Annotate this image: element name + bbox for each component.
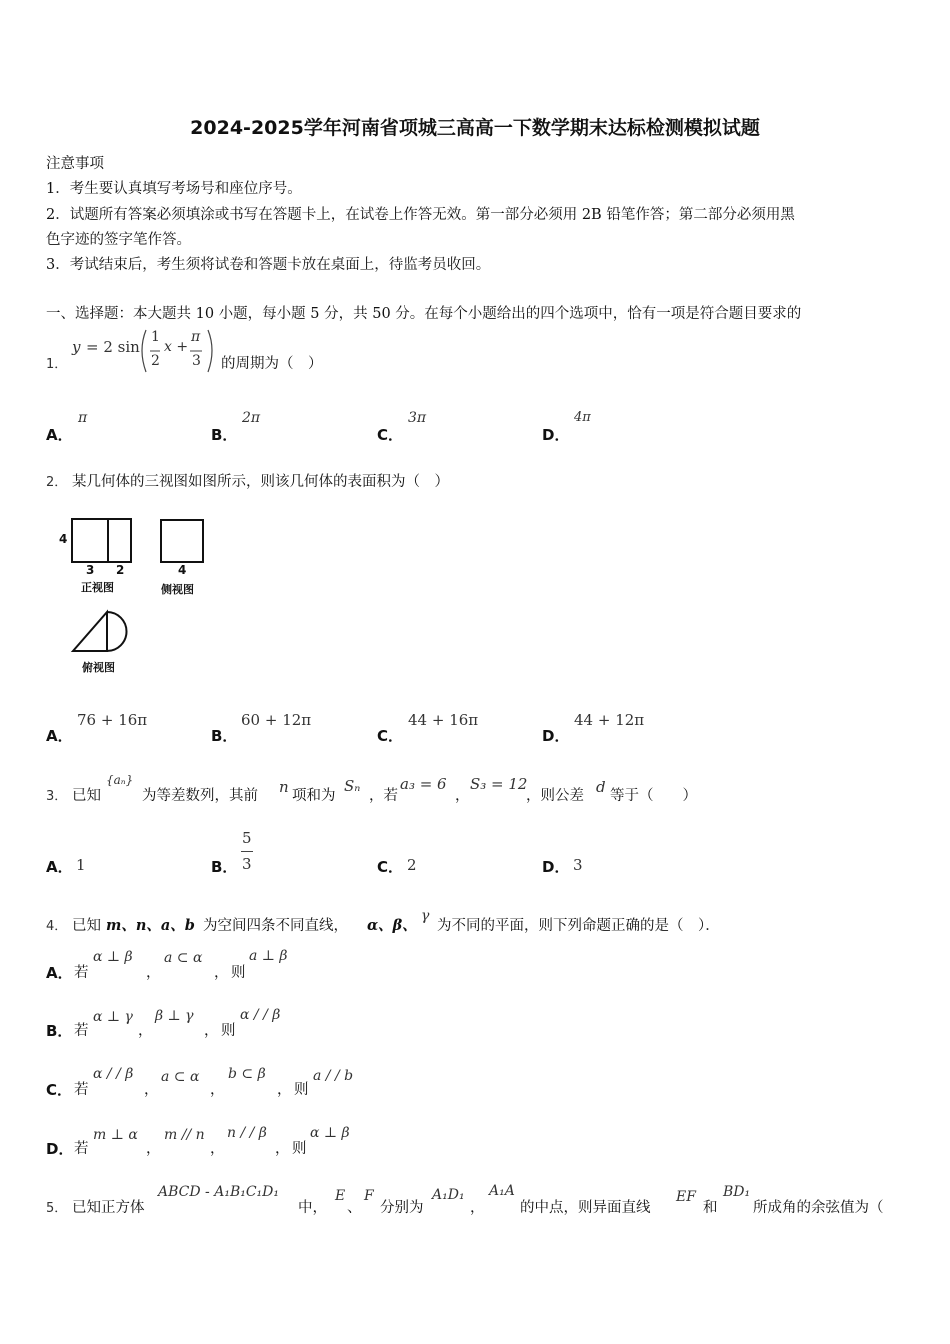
q3-d: d [596, 778, 606, 796]
q4-text: 已知 [72, 918, 101, 934]
option-label: A． [46, 727, 73, 745]
option-cond: α / / β [240, 1007, 281, 1023]
question-number: 3． [46, 789, 68, 804]
side-width-label: 4 [178, 563, 187, 577]
option-cond: n / / β [227, 1125, 267, 1141]
option-value: 76 + 16π [77, 711, 148, 729]
comma: ， [210, 1141, 225, 1157]
q3-text: 等于（ ） [610, 788, 697, 804]
q5-text: 中， [298, 1200, 327, 1216]
q3-a3: a₃ = 6 [400, 775, 447, 793]
q5-e: E [335, 1188, 346, 1204]
option-cond: m ⊥ α [93, 1127, 138, 1143]
q5-cube: ABCD - A₁B₁C₁D₁ [158, 1184, 280, 1200]
q5-text: 的中点，则异面直线 [520, 1200, 651, 1216]
q5-text: 所成角的余弦值为（ [753, 1200, 884, 1216]
q5-seg2: A₁A [489, 1183, 515, 1199]
option-ze: 则 [292, 1141, 307, 1157]
q3-text: 项和为 [292, 788, 336, 804]
option-label: B． [211, 727, 238, 745]
notice-item: 1．考生要认真填写考场号和座位序号。 [46, 181, 302, 197]
option-cond: a ⊥ β [249, 948, 288, 964]
three-view-figure [55, 512, 225, 682]
option-value: 4π [574, 410, 591, 425]
q3-text: 已知 [72, 788, 101, 804]
option-label: A． [46, 858, 73, 876]
option-value: 3 [573, 856, 583, 874]
option-ruo: 若 [74, 1141, 89, 1157]
option-label: D． [542, 426, 570, 444]
comma: ， [275, 1141, 290, 1157]
notice-item: 2．试题所有答案必须填涂或书写在答题卡上，在试卷上作答无效。第一部分必须用 2B 铅笔作答；第二部分必须用黑 [46, 207, 795, 223]
q5-text: 已知正方体 [72, 1200, 145, 1216]
comma: ， [146, 965, 161, 981]
option-cond: α ⊥ β [93, 949, 133, 965]
q5-text: 分别为 [380, 1200, 424, 1216]
option-value: 44 + 16π [408, 711, 479, 729]
option-cond: a ⊂ α [161, 1069, 200, 1085]
option-value: 3π [408, 410, 427, 426]
q4-vars: m、n、a、b [106, 917, 195, 934]
three-view-drawing [55, 512, 225, 682]
section-heading: 一、选择题：本大题共 10 小题，每小题 5 分，共 50 分。在每个小题给出的四个选项中，恰有一项是符合题目要求的 [46, 306, 802, 322]
option-cond: α / / β [93, 1066, 134, 1082]
q5-sep: 、 [347, 1200, 362, 1216]
q4-greek: α、β、 [367, 917, 417, 934]
q3-n: n [279, 778, 289, 796]
option-ze: 则 [231, 965, 246, 981]
q1-frac1-num: 1 [151, 329, 160, 345]
option-label: D． [46, 1140, 74, 1158]
question-number: 5． [46, 1201, 68, 1216]
option-value: 2π [242, 410, 261, 426]
question-number: 2． [46, 475, 68, 490]
question-text: 的周期为（ ） [221, 356, 323, 372]
option-cond: α ⊥ β [310, 1125, 350, 1141]
q4-text: 为不同的平面，则下列命题正确的是（ ）． [437, 918, 720, 934]
q1-eq: = 2 sin [86, 338, 140, 356]
option-frac-den: 3 [242, 855, 252, 873]
comma: ， [214, 965, 229, 981]
notice-item: 3．考试结束后，考生须将试卷和答题卡放在桌面上，待监考员收回。 [46, 257, 491, 273]
front-width2-label: 2 [116, 563, 125, 577]
notice-item: 色字迹的签字笔作答。 [46, 232, 191, 248]
side-view-label: 侧视图 [161, 583, 194, 596]
comma: ， [144, 1082, 159, 1098]
option-ruo: 若 [74, 1023, 89, 1039]
option-ze: 则 [221, 1023, 236, 1039]
option-label: D． [542, 727, 570, 745]
fraction-bar [241, 851, 253, 852]
top-view-label: 俯视图 [82, 661, 115, 674]
option-label: B． [46, 1022, 73, 1040]
option-cond: a / / b [313, 1068, 354, 1084]
option-cond: m // n [164, 1127, 205, 1143]
notice-heading: 注意事项 [46, 156, 104, 172]
option-value: π [78, 410, 88, 426]
option-ruo: 若 [74, 1082, 89, 1098]
option-value: 1 [76, 856, 86, 874]
q5-seg1: A₁D₁ [432, 1187, 465, 1203]
comma: ， [277, 1082, 292, 1098]
comma: ， [204, 1023, 219, 1039]
option-value: 44 + 12π [574, 711, 645, 729]
option-label: A． [46, 426, 73, 444]
option-value: 2 [407, 856, 417, 874]
q1-frac2-num: π [191, 329, 201, 345]
q1-x: x + [164, 339, 189, 355]
q3-text: ， [455, 788, 470, 804]
q3-sequence: {aₙ} [106, 773, 134, 787]
option-label: B． [211, 426, 238, 444]
option-cond: α ⊥ γ [93, 1009, 133, 1025]
q4-text: 为空间四条不同直线， [203, 918, 348, 934]
question-number: 4． [46, 919, 68, 934]
option-label: C． [377, 858, 404, 876]
comma: ， [138, 1023, 153, 1039]
q5-text: 和 [703, 1200, 718, 1216]
q5-f: F [364, 1188, 374, 1204]
q3-s3: S₃ = 12 [470, 775, 528, 793]
q5-text: ， [470, 1200, 485, 1216]
option-label: D． [542, 858, 570, 876]
option-label: A． [46, 964, 73, 982]
option-frac-num: 5 [242, 829, 252, 847]
front-height-label: 4 [59, 532, 68, 546]
option-ze: 则 [294, 1082, 309, 1098]
option-cond: a ⊂ α [164, 950, 203, 966]
q3-text: ，若 [369, 788, 398, 804]
front-view-label: 正视图 [81, 581, 114, 594]
q3-text: ，则公差 [526, 788, 584, 804]
option-ruo: 若 [74, 965, 89, 981]
option-value: 60 + 12π [241, 711, 312, 729]
q4-gamma: γ [421, 908, 430, 924]
q3-sn: Sₙ [344, 777, 361, 795]
q1-frac1-den: 2 [151, 353, 160, 369]
question-number: 1． [46, 357, 68, 372]
q3-text: 为等差数列，其前 [142, 788, 258, 804]
q5-ef: EF [676, 1189, 696, 1205]
comma: ， [146, 1141, 161, 1157]
question-text: 某几何体的三视图如图所示，则该几何体的表面积为（ ） [72, 474, 449, 490]
front-width1-label: 3 [86, 563, 95, 577]
q5-bd: BD₁ [723, 1184, 751, 1200]
option-cond: b ⊂ β [228, 1066, 266, 1082]
q1-y: y [72, 338, 81, 356]
option-label: C． [377, 727, 404, 745]
q1-frac2-den: 3 [192, 353, 201, 369]
option-label: C． [46, 1081, 73, 1099]
comma: ， [210, 1082, 225, 1098]
option-cond: β ⊥ γ [155, 1008, 194, 1024]
option-label: B． [211, 858, 238, 876]
option-label: C． [377, 426, 404, 444]
page-title: 2024-2025学年河南省项城三高高一下数学期末达标检测模拟试题 [190, 117, 760, 139]
